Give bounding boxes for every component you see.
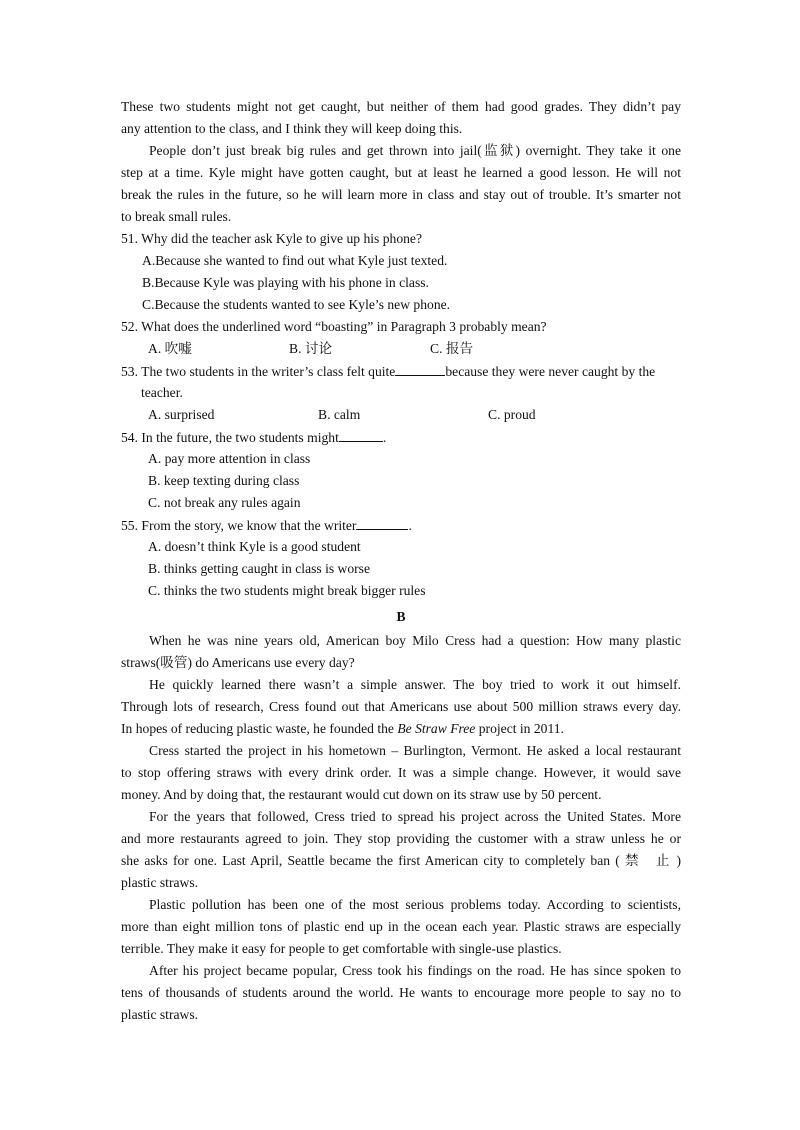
stem-continuation: teacher. (141, 385, 183, 400)
text-line: After his project became popular, Cress took his findings on the road. He has since spoken to (149, 963, 681, 978)
answer-blank (395, 360, 445, 376)
text-span: project in 2011. (475, 721, 564, 736)
text-line: she asks for one. Last April, Seattle became the first American city to completely ban ( 禁 止 ) (121, 853, 681, 868)
text-line: to break small rules. (121, 209, 232, 224)
passage-b-paragraph-2 (121, 674, 681, 740)
answer-blank (339, 426, 383, 442)
text-line: Through lots of research, Cress found out that Americans use about 500 million straws every day. (121, 699, 681, 714)
passage-b-paragraph-4 (121, 806, 681, 894)
option-c: C. proud (488, 407, 536, 422)
passage-a-paragraph-2 (121, 140, 681, 228)
option-a: A. doesn’t think Kyle is a good student (148, 539, 361, 554)
option-c: C. thinks the two students might break bigger rules (148, 583, 426, 598)
text-line: These two students might not get caught, but neither of them had good grades. They didn’t pay (121, 99, 681, 114)
text-line: For the years that followed, Cress tried to spread his project across the United States. More (149, 809, 681, 824)
stem-text: 53. The two students in the writer’s class felt quite (121, 364, 396, 379)
options-row (121, 338, 681, 360)
text-line: step at a time. Kyle might have gotten caught, but at least he learned a good lesson. He will not (121, 165, 681, 180)
option-a: A. surprised (148, 407, 215, 422)
text-line (121, 718, 681, 740)
question-stem (121, 360, 681, 382)
option-a: A. 吹嘘 (148, 341, 192, 356)
section-title: B (396, 609, 406, 624)
passage-b-paragraph-6 (121, 960, 681, 1026)
text-line: money. And by doing that, the restaurant would cut down on its straw use by 50 percent. (121, 787, 602, 802)
text-line: Plastic pollution has been one of the most serious problems today. According to scientists, (149, 897, 681, 912)
option-c: C. 报告 (430, 341, 474, 356)
question-53 (121, 360, 681, 426)
question-55 (121, 514, 681, 602)
text-span: In hopes of reducing plastic waste, he founded the (121, 721, 398, 736)
text-line: plastic straws. (121, 875, 199, 890)
option-a: A.Because she wanted to find out what Kyle just texted. (142, 253, 448, 268)
text-line: more than eight million tons of plastic end up in the ocean each year. Plastic straws are especially (121, 919, 681, 934)
text-line: He quickly learned there wasn’t a simple answer. The boy tried to work it out himself. (149, 677, 681, 692)
option-b: B. thinks getting caught in class is worse (148, 561, 371, 576)
text-line: When he was nine years old, American boy Milo Cress had a question: How many plastic (149, 633, 681, 648)
text-line: any attention to the class, and I think they will keep doing this. (121, 121, 463, 136)
question-51 (121, 228, 681, 316)
text-line: terrible. They make it easy for people to get comfortable with single-use plastics. (121, 941, 562, 956)
question-stem: 51. Why did the teacher ask Kyle to give up his phone? (121, 231, 423, 246)
question-52 (121, 316, 681, 360)
text-line: straws(吸管) do Americans use every day? (121, 655, 355, 670)
stem-text: because they were never caught by the (445, 364, 656, 379)
text-line: tens of thousands of students around the world. He wants to encourage more people to say no to (121, 985, 681, 1000)
question-stem: 52. What does the underlined word “boasting” in Paragraph 3 probably mean? (121, 319, 547, 334)
option-b: B. 讨论 (289, 341, 333, 356)
passage-b-paragraph-3 (121, 740, 681, 806)
text-line: plastic straws. (121, 1007, 199, 1022)
option-b: B. calm (318, 407, 361, 422)
option-a: A. pay more attention in class (148, 451, 311, 466)
question-stem (121, 514, 681, 536)
option-b: B.Because Kyle was playing with his phone in class. (142, 275, 429, 290)
option-b: B. keep texting during class (148, 473, 300, 488)
question-stem (121, 426, 681, 448)
text-line: and more restaurants agreed to join. They stop providing the customer with a straw unless he or (121, 831, 681, 846)
passage-b-paragraph-5 (121, 894, 681, 960)
option-c: C. not break any rules again (148, 495, 301, 510)
document-page (121, 96, 681, 1026)
passage-b-paragraph-1 (121, 630, 681, 674)
stem-text: . (408, 518, 412, 533)
question-54 (121, 426, 681, 514)
text-line: break the rules in the future, so he will learn more in class and stay out of trouble. It’s smarter not (121, 187, 681, 202)
project-name: Be Straw Free (397, 721, 476, 736)
options-row (121, 404, 681, 426)
stem-text: 55. From the story, we know that the writer (121, 518, 357, 533)
option-c: C.Because the students wanted to see Kyle’s new phone. (142, 297, 451, 312)
stem-text: 54. In the future, the two students might (121, 430, 339, 445)
answer-blank (356, 514, 408, 530)
passage-a-paragraph-1 (121, 96, 681, 140)
text-line: to stop offering straws with every drink order. It was a simple change. However, it would save (121, 765, 681, 780)
text-line: Cress started the project in his hometown – Burlington, Vermont. He asked a local restaurant (149, 743, 681, 758)
text-line: People don’t just break big rules and get thrown into jail(监狱) overnight. They take it one (149, 143, 681, 158)
stem-text: . (382, 430, 387, 445)
